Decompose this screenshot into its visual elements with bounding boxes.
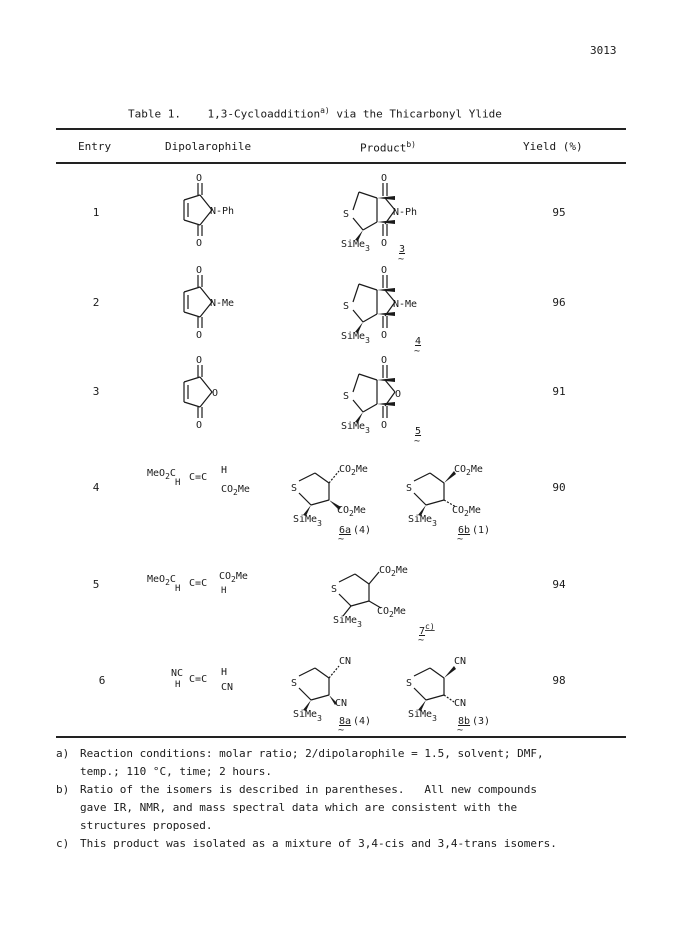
footnote-c-label: c)	[56, 837, 70, 850]
product-5-structure	[335, 352, 445, 452]
svg-text:CO2Me: $CO_2Me$	[379, 565, 408, 578]
substituent-simea: SiMe$_3$	[341, 421, 370, 435]
atom-o: O	[381, 238, 388, 249]
svg-text:C=C: C=C	[189, 578, 208, 589]
product-3-structure	[335, 170, 445, 270]
atom-s: S	[291, 483, 298, 494]
yield-3: 91	[552, 385, 566, 398]
substituent-simea: SiMe$_3$	[293, 709, 322, 723]
atom-h: H	[221, 465, 228, 476]
table-header-rule	[56, 162, 626, 164]
footnote-b-label: b)	[56, 783, 70, 796]
yield-6: 98	[552, 674, 566, 687]
substituent-simea: SiMe$_3$	[333, 615, 362, 629]
atom-o: O	[196, 355, 203, 366]
footnote-b-line-1: Ratio of the isomers is described in parentheses. All new compounds	[80, 783, 537, 796]
product-8b-ratio: (3)	[472, 716, 491, 727]
atom-cn: CN	[454, 698, 467, 709]
product-6b-ratio: (1)	[472, 525, 491, 536]
product-8a-structure	[285, 650, 395, 740]
product-8b-structure	[400, 650, 510, 740]
atom-o: O	[196, 265, 203, 276]
atom-o: O	[381, 420, 388, 431]
product-8b-label: 8b	[458, 716, 471, 727]
dipolarophile-2-substituent: N-Me	[210, 298, 235, 309]
footnote-a-line-1: Reaction conditions: molar ratio; 2/dipolarophile = 1.5, solvent; DMF,	[80, 747, 544, 760]
atom-h: H	[221, 586, 227, 596]
atom-o: O	[196, 238, 203, 249]
svg-text:~: ~	[398, 254, 405, 265]
caption-title: 1,3-Cycloaddition	[207, 107, 321, 121]
caption-prefix: Table 1.	[128, 107, 181, 121]
svg-text:~: ~	[414, 436, 421, 447]
atom-o: O	[381, 330, 388, 341]
atom-s: S	[406, 483, 413, 494]
svg-text:~: ~	[457, 725, 464, 736]
footnote-b	[56, 781, 636, 835]
product-7-structure	[325, 556, 445, 656]
atom-s: S	[406, 678, 413, 689]
svg-text:CO2Me: $CO_2Me$	[377, 606, 406, 619]
product-4-structure	[335, 262, 445, 362]
dipolarophile-1-structure	[160, 170, 250, 250]
footnote-b-line-3: structures proposed.	[80, 819, 213, 832]
product-6b-structure	[400, 455, 510, 565]
yield-5: 94	[552, 578, 566, 591]
atom-o: O	[196, 330, 203, 341]
footnote-c-line-1: This product was isolated as a mixture of 3,4-cis and 3,4-trans isomers.	[80, 837, 557, 850]
header-product-label: Product	[360, 141, 407, 155]
substituent-simea: SiMe$_3$	[408, 709, 437, 723]
svg-text:~: ~	[338, 534, 345, 545]
svg-text:CO2Me: $CO_2Me$	[219, 571, 248, 584]
entry-2: 2	[92, 296, 100, 309]
substituent-simea: SiMe$_3$	[293, 514, 322, 528]
entry-6: 6	[98, 674, 106, 687]
product-4-label: 4	[415, 336, 422, 347]
svg-text:~: ~	[457, 534, 464, 545]
header-product-mark: b)	[406, 140, 416, 149]
svg-text:CO2Me: $CO_2Me$	[452, 505, 481, 518]
atom-o: O	[381, 173, 388, 184]
atom-h: H	[175, 680, 181, 690]
dipolarophile-1-substituent: N-Ph	[210, 206, 235, 217]
atom-nc: NC	[171, 668, 184, 679]
footnote-b-line-2: gave IR, NMR, and mass spectral data which are consistent with the	[80, 801, 518, 814]
svg-text:CO2Me: $CO_2Me$	[221, 484, 250, 497]
entry-1: 1	[92, 206, 100, 219]
product-3-label: 3	[399, 244, 406, 255]
header-dipolarophile: Dipolarophile	[165, 140, 252, 153]
atom-h: H	[175, 478, 181, 488]
svg-text:MeO2C: MeO$_2$C	[147, 574, 176, 587]
product-3-substituent: N-Ph	[393, 207, 418, 218]
svg-text:~: ~	[338, 725, 345, 736]
atom-s: S	[343, 209, 350, 220]
product-4-substituent: N-Me	[393, 299, 418, 310]
dipolarophile-6-structure	[165, 662, 265, 702]
atom-s: S	[291, 678, 298, 689]
svg-text:~: ~	[414, 346, 421, 357]
product-8a-label: 8a	[339, 716, 352, 727]
entry-4: 4	[92, 481, 100, 494]
substituent-simea: SiMe$_3$	[341, 239, 370, 253]
atom-h: H	[175, 584, 181, 594]
dipolarophile-4-structure	[145, 460, 265, 510]
page-number: 3013	[590, 44, 617, 57]
product-5-substituent: O	[395, 389, 402, 400]
yield-2: 96	[552, 296, 566, 309]
svg-text:MeO2C: MeO$_2$C	[147, 468, 176, 481]
atom-o: O	[196, 420, 203, 431]
svg-text:CO2Me: $CO_2Me$	[339, 464, 368, 477]
product-7-label: 7$^{c)}$	[419, 622, 435, 637]
atom-cn: CN	[339, 656, 352, 667]
dipolarophile-2-structure	[160, 262, 250, 342]
atom-o: O	[196, 173, 203, 184]
yield-4: 90	[552, 481, 566, 494]
atom-cn: CN	[454, 656, 467, 667]
table-caption	[128, 106, 502, 121]
dipolarophile-3-substituent: O	[212, 388, 219, 399]
entry-5: 5	[92, 578, 100, 591]
svg-text:C=C: C=C	[189, 674, 208, 685]
footnote-a	[56, 745, 636, 781]
product-5-label: 5	[415, 426, 422, 437]
atom-o: O	[381, 265, 388, 276]
product-6a-label: 6a	[339, 525, 352, 536]
dipolarophile-5-structure	[145, 566, 265, 606]
footnote-c	[56, 835, 636, 853]
header-entry: Entry	[78, 140, 112, 153]
atom-s: S	[343, 391, 350, 402]
entry-3: 3	[92, 385, 100, 398]
table-top-rule	[56, 128, 626, 130]
caption-footnote-mark: a)	[320, 106, 330, 115]
footnote-a-label: a)	[56, 747, 70, 760]
svg-text:CO2Me: $CO_2Me$	[454, 464, 483, 477]
atom-h: H	[221, 667, 228, 678]
product-6b-label: 6b	[458, 525, 471, 536]
product-8a-ratio: (4)	[353, 716, 372, 727]
caption-suffix: via the Thicarbonyl Ylide	[336, 107, 502, 121]
substituent-simea: SiMe$_3$	[408, 514, 437, 528]
yield-1: 95	[552, 206, 566, 219]
atom-s: S	[343, 301, 350, 312]
product-6a-structure	[285, 455, 395, 565]
atom-cn: CN	[335, 698, 348, 709]
svg-text:C=C: C=C	[189, 472, 208, 483]
table-footnotes	[56, 745, 636, 853]
atom-cn: CN	[221, 682, 234, 693]
product-6a-ratio: (4)	[353, 525, 372, 536]
atom-s: S	[331, 584, 338, 595]
substituent-simea: SiMe$_3$	[341, 331, 370, 345]
footnote-a-line-2: temp.; 110 °C, time; 2 hours.	[80, 765, 273, 778]
svg-text:CO2Me: $CO_2Me$	[337, 505, 366, 518]
atom-o: O	[381, 355, 388, 366]
header-product	[360, 140, 416, 155]
dipolarophile-3-structure	[160, 352, 250, 432]
header-yield: Yield (%)	[523, 140, 583, 153]
svg-text:~: ~	[418, 635, 425, 646]
